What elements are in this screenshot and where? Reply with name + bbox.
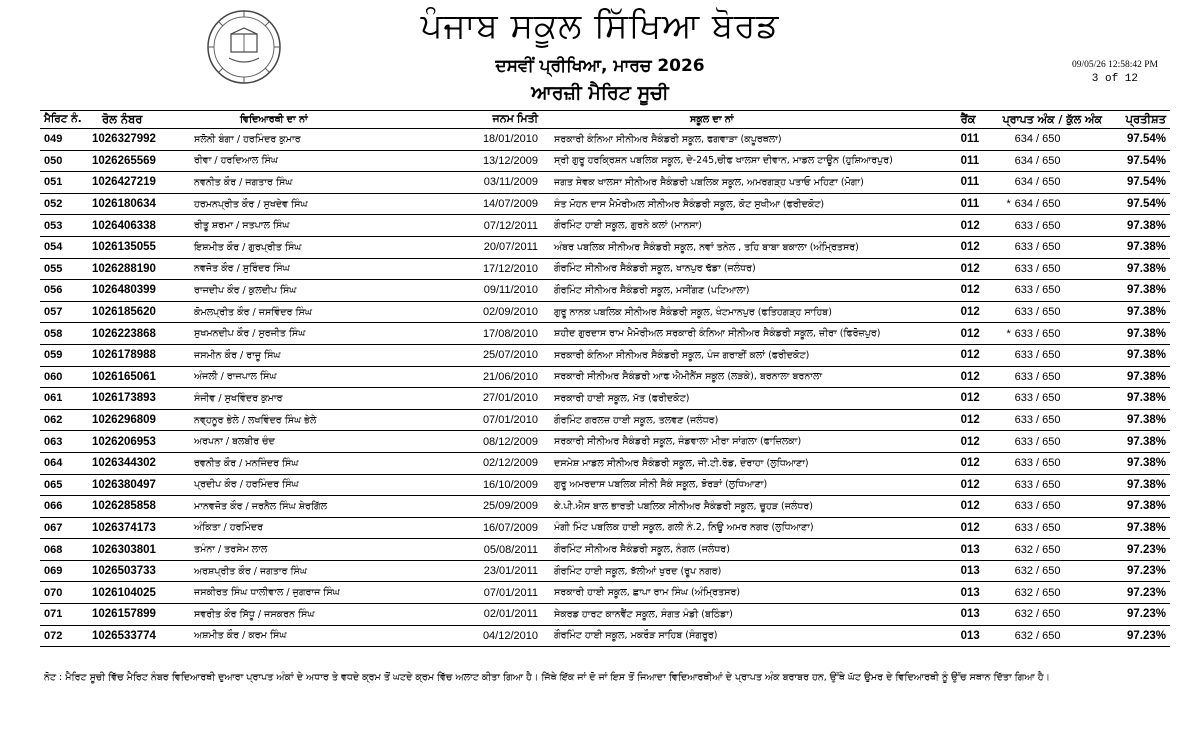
- roll-number-cell: 1026288190: [88, 258, 190, 280]
- school-name-cell: ਸਰਕਾਰੀ ਕੰਨਿਆ ਸੀਨੀਅਰ ਸੈਕੰਡਰੀ ਸਕੂਲ, ਪੰਜ ਗਰਾਈਂ ਕਲਾਂ (ਫਰੀਦਕੋਟ): [550, 344, 957, 366]
- table-row: [40, 560, 1170, 582]
- marks-value: 633 / 650: [1014, 521, 1061, 534]
- merit-cell: 071: [40, 604, 88, 626]
- dob-cell: 07/12/2011: [474, 215, 550, 237]
- marks-value: 634 / 650: [1014, 154, 1061, 167]
- dob-cell: 07/01/2011: [474, 582, 550, 604]
- marks-cell: [999, 301, 1106, 323]
- roll-number-cell: 1026374173: [88, 517, 190, 539]
- school-name-cell: ਗੌਰਮਿੰਟ ਸੀਨੀਅਰ ਸੈਕੰਡਰੀ ਸਕੂਲ, ਨੰਗਲ (ਜਲੰਧਰ): [550, 539, 957, 561]
- marks-value: 633 / 650: [1014, 370, 1061, 383]
- table-row: [40, 236, 1170, 258]
- table-row: [40, 452, 1170, 474]
- student-name-cell: ਅਰਪਨਾ / ਬਲਬੀਰ ਚੰਦ: [190, 431, 474, 453]
- rank-cell: 012: [957, 301, 999, 323]
- dob-cell: 08/12/2009: [474, 431, 550, 453]
- marks-value: 633 / 650: [1014, 327, 1061, 340]
- rank-cell: 012: [957, 366, 999, 388]
- roll-number-cell: 1026503733: [88, 560, 190, 582]
- rank-cell: 012: [957, 236, 999, 258]
- merit-cell: 054: [40, 236, 88, 258]
- rank-cell: 011: [957, 172, 999, 194]
- student-name-cell: ਰੀਵਾ / ਹਰਦਿਆਲ ਸਿੰਘ: [190, 150, 474, 172]
- roll-number-cell: 1026173893: [88, 388, 190, 410]
- roll-number-cell: 1026285858: [88, 496, 190, 518]
- marks-value: 633 / 650: [1014, 219, 1061, 232]
- marks-value: 633 / 650: [1014, 435, 1061, 448]
- roll-number-cell: 1026406338: [88, 215, 190, 237]
- roll-number-cell: 1026135055: [88, 236, 190, 258]
- rank-cell: 012: [957, 474, 999, 496]
- student-name-cell: ਤਮੰਨਾ / ਤਰਸੇਮ ਲਾਲ: [190, 539, 474, 561]
- table-row: [40, 625, 1170, 647]
- marks-cell: [999, 517, 1106, 539]
- marks-cell: [999, 452, 1106, 474]
- dob-cell: 17/08/2010: [474, 323, 550, 345]
- print-timestamp: 09/05/26 12:58:42 PM: [1071, 60, 1158, 70]
- rank-cell: 013: [957, 604, 999, 626]
- marks-value: 632 / 650: [1014, 543, 1061, 556]
- page-indicator: 3 of 12: [1091, 73, 1138, 85]
- footnote: ਨੋਟ : ਮੈਰਿਟ ਸੂਚੀ ਵਿੱਚ ਮੈਰਿਟ ਨੰਬਰ ਵਿਦਿਆਰਥੀ ਦੁਆਰਾ ਪ੍ਰਾਪਤ ਅੰਕਾਂ ਦੇ ਅਧਾਰ ਤੇ ਵਧਦੇ ਕ੍ਰਮ ਤੋਂ ਘਟਦੇ ਕ੍ਰਮ ਵਿੱਚ ਅਲਾਟ ਕੀਤਾ ਗਿਆ ਹੈ। ਜਿੱਥੇ ਇੱਕ ਜਾਂ ਦੋ ਜਾਂ ਇਸ ਤੋਂ ਜਿਆਦਾ ਵਿਦਿਆਰਥੀਆਂ ਦੇ ਪ੍ਰਾਪਤ ਅੰਕ ਬਰਾਬਰ ਹਨ, ਉੱਥੇ ਘੱਟ ਉਮਰ ਦੇ ਵਿਦਿਆਰਥੀ ਨੂੰ ਉੱਚ ਸਥਾਨ ਦਿੱਤਾ ਗਿਆ ਹੈ।: [44, 672, 1050, 683]
- roll-number-cell: 1026296809: [88, 409, 190, 431]
- percentage-cell: 97.54%: [1106, 129, 1170, 151]
- col-merit-header: ਮੈਰਿਟ ਨੰ.: [40, 111, 88, 129]
- merit-cell: 068: [40, 539, 88, 561]
- percentage-cell: 97.54%: [1106, 193, 1170, 215]
- student-name-cell: ਅਸ਼ਮੀਤ ਕੌਰ / ਕਰਮ ਸਿੰਘ: [190, 625, 474, 647]
- percentage-cell: 97.38%: [1106, 474, 1170, 496]
- merit-cell: 069: [40, 560, 88, 582]
- marks-value: 633 / 650: [1014, 349, 1061, 362]
- student-name-cell: ਰਵਨੀਤ ਕੌਰ / ਮਨਜਿੰਦਰ ਸਿੰਘ: [190, 452, 474, 474]
- dob-cell: 14/07/2009: [474, 193, 550, 215]
- dob-cell: 04/12/2010: [474, 625, 550, 647]
- roll-number-cell: 1026185620: [88, 301, 190, 323]
- rank-cell: 012: [957, 452, 999, 474]
- percentage-cell: 97.38%: [1106, 517, 1170, 539]
- marks-cell: [999, 582, 1106, 604]
- dob-cell: 07/01/2010: [474, 409, 550, 431]
- school-name-cell: ਸਰਕਾਰੀ ਸੀਨੀਅਰ ਸੈਕੰਡਰੀ ਆਫ ਐਮੀਨੈਂਸ ਸਕੂਲ (ਲੜਕੇ), ਬਰਨਾਲਾ ਬਰਨਾਲਾ: [550, 366, 957, 388]
- table-row: [40, 258, 1170, 280]
- percentage-cell: 97.38%: [1106, 236, 1170, 258]
- table-row: [40, 474, 1170, 496]
- student-name-cell: ਸੰਜੀਵ / ਸੁਖਵਿੰਦਰ ਕੁਮਾਰ: [190, 388, 474, 410]
- percentage-cell: 97.38%: [1106, 301, 1170, 323]
- roll-number-cell: 1026427219: [88, 172, 190, 194]
- merit-cell: 050: [40, 150, 88, 172]
- student-name-cell: ਸਲੋਨੀ ਬੰਗਾ / ਹਰਮਿੰਦਰ ਕੁਮਾਰ: [190, 129, 474, 151]
- percentage-cell: 97.23%: [1106, 604, 1170, 626]
- student-name-cell: ਸੁਖਮਨਦੀਪ ਕੌਰ / ਸੁਰਜੀਤ ਸਿੰਘ: [190, 323, 474, 345]
- merit-cell: 070: [40, 582, 88, 604]
- school-name-cell: ਸੰਤ ਮੋਹਨ ਦਾਸ ਮੈਮੋਰੀਅਲ ਸੀਨੀਅਰ ਸੈਕੰਡਰੀ ਸਕੂਲ, ਕੋਟ ਸੁਖੀਆ (ਫਰੀਦਕੋਟ): [550, 193, 957, 215]
- rank-cell: 012: [957, 280, 999, 302]
- col-roll-header: ਰੋਲ ਨੰਬਰ: [88, 111, 190, 129]
- student-name-cell: ਜਸਮੀਨ ਕੌਰ / ਰਾਜੂ ਸਿੰਘ: [190, 344, 474, 366]
- roll-number-cell: 1026180634: [88, 193, 190, 215]
- marks-cell: [999, 539, 1106, 561]
- table-row: [40, 388, 1170, 410]
- rank-cell: 011: [957, 129, 999, 151]
- table-row: [40, 582, 1170, 604]
- marks-cell: [999, 604, 1106, 626]
- percentage-cell: 97.38%: [1106, 215, 1170, 237]
- rank-cell: 012: [957, 258, 999, 280]
- table-row: [40, 496, 1170, 518]
- merit-cell: 060: [40, 366, 88, 388]
- student-name-cell: ਪ੍ਰਦੀਪ ਕੌਰ / ਹਰਮਿੰਦਰ ਸਿੰਘ: [190, 474, 474, 496]
- table-row: [40, 409, 1170, 431]
- dob-cell: 21/06/2010: [474, 366, 550, 388]
- school-name-cell: ਕੇ.ਪੀ.ਐਸ ਬਾਲ ਭਾਰਤੀ ਪਬਲਿਕ ਸੀਨੀਅਰ ਸੈਕੰਡਰੀ ਸਕੂਲ, ਚੂਹੜ (ਜਲੰਧਰ): [550, 496, 957, 518]
- school-name-cell: ਸੇਕਰਡ ਹਾਰਟ ਕਾਨਵੈਂਟ ਸਕੂਲ, ਸੰਗਤ ਮੰਡੀ (ਬਠਿੰਡਾ): [550, 604, 957, 626]
- tie-star-marker: *: [1006, 198, 1011, 211]
- school-name-cell: ਗੌਰਮਿੰਟ ਸੀਨੀਅਰ ਸੈਕੰਡਰੀ ਸਕੂਲ, ਖਾਨਪੁਰ ਢੱਡਾ (ਜਲੰਧਰ): [550, 258, 957, 280]
- marks-value: 634 / 650: [1014, 133, 1061, 146]
- school-name-cell: ਗੁਰੂ ਨਾਨਕ ਪਬਲਿਕ ਸੀਨੀਅਰ ਸੈਕੰਡਰੀ ਸਕੂਲ, ਖੰਟਮਾਨਪੁਰ (ਫਤਿਹਗੜ੍ਹ ਸਾਹਿਬ): [550, 301, 957, 323]
- marks-cell: [999, 215, 1106, 237]
- student-name-cell: ਕੋਮਲਪ੍ਰੀਤ ਕੌਰ / ਜਸਵਿੰਦਰ ਸਿੰਘ: [190, 301, 474, 323]
- merit-list-title: ਆਰਜ਼ੀ ਮੈਰਿਟ ਸੂਚੀ: [531, 82, 669, 104]
- col-pct-header: ਪ੍ਰਤੀਸ਼ਤ: [1106, 111, 1170, 129]
- table-row: [40, 431, 1170, 453]
- student-name-cell: ਅੰਜਲੀ / ਰਾਜਪਾਲ ਸਿੰਘ: [190, 366, 474, 388]
- rank-cell: 012: [957, 496, 999, 518]
- percentage-cell: 97.38%: [1106, 280, 1170, 302]
- table-row: [40, 150, 1170, 172]
- student-name-cell: ਇਸ਼ਮੀਤ ਕੌਰ / ਗੁਰਪ੍ਰੀਤ ਸਿੰਘ: [190, 236, 474, 258]
- percentage-cell: 97.38%: [1106, 431, 1170, 453]
- marks-cell: [999, 344, 1106, 366]
- merit-cell: 056: [40, 280, 88, 302]
- merit-cell: 062: [40, 409, 88, 431]
- marks-value: 633 / 650: [1014, 414, 1061, 427]
- marks-cell: [999, 129, 1106, 151]
- percentage-cell: 97.38%: [1106, 409, 1170, 431]
- percentage-cell: 97.38%: [1106, 496, 1170, 518]
- school-name-cell: ਸ੍ਰੀ ਗੁਰੂ ਹਰਕ੍ਰਿਸ਼ਨ ਪਬਲਿਕ ਸਕੂਲ, ਦੇ-245,ਚੀਫ ਖਾਲਸਾ ਦੀਵਾਨ, ਮਾਡਲ ਟਾਊਨ (ਹੁਸ਼ਿਆਰਪੁਰ): [550, 150, 957, 172]
- dob-cell: 20/07/2011: [474, 236, 550, 258]
- marks-cell: [999, 431, 1106, 453]
- school-name-cell: ਗੌਰਮਿੰਟ ਹਾਈ ਸਕੂਲ, ਗੁਰਨੇ ਕਲਾਂ (ਮਾਨਸਾ): [550, 215, 957, 237]
- col-school-header: ਸਕੂਲ ਦਾ ਨਾਂ: [550, 111, 957, 129]
- marks-cell: [999, 560, 1106, 582]
- merit-cell: 053: [40, 215, 88, 237]
- table-row: [40, 301, 1170, 323]
- merit-table: [40, 110, 1170, 647]
- table-row: [40, 517, 1170, 539]
- marks-value: 633 / 650: [1014, 457, 1061, 470]
- school-name-cell: ਗੁਰੂ ਅਮਰਦਾਸ ਪਬਲਿਕ ਸੀਨੀ ਸੈਕੰ ਸਕੂਲ, ਝੋਰੜਾਂ (ਲੁਧਿਆਣਾ): [550, 474, 957, 496]
- roll-number-cell: 1026223868: [88, 323, 190, 345]
- merit-cell: 052: [40, 193, 88, 215]
- merit-cell: 061: [40, 388, 88, 410]
- marks-value: 633 / 650: [1014, 500, 1061, 513]
- rank-cell: 012: [957, 323, 999, 345]
- percentage-cell: 97.38%: [1106, 388, 1170, 410]
- col-marks-header: ਪ੍ਰਾਪਤ ਅੰਕ / ਕੁੱਲ ਅੰਕ: [999, 111, 1106, 129]
- table-row: [40, 129, 1170, 151]
- rank-cell: 011: [957, 150, 999, 172]
- marks-value: 633 / 650: [1014, 241, 1061, 254]
- col-rank-header: ਰੈਂਕ: [957, 111, 999, 129]
- marks-cell: [999, 366, 1106, 388]
- rank-cell: 012: [957, 431, 999, 453]
- marks-value: 634 / 650: [1014, 198, 1061, 211]
- marks-value: 633 / 650: [1014, 284, 1061, 297]
- roll-number-cell: 1026104025: [88, 582, 190, 604]
- roll-number-cell: 1026206953: [88, 431, 190, 453]
- percentage-cell: 97.54%: [1106, 172, 1170, 194]
- school-name-cell: ਗੌਰਮਿੰਟ ਹਾਈ ਸਕੂਲ, ਝੱਲੀਆਂ ਖੁਰਦ (ਰੂਪ ਨਗਰ): [550, 560, 957, 582]
- marks-value: 632 / 650: [1014, 629, 1061, 642]
- student-name-cell: ਰਾਜਦੀਪ ਕੌਰ / ਕੁਲਦੀਪ ਸਿੰਘ: [190, 280, 474, 302]
- dob-cell: 25/07/2010: [474, 344, 550, 366]
- merit-cell: 072: [40, 625, 88, 647]
- rank-cell: 012: [957, 344, 999, 366]
- dob-cell: 16/10/2009: [474, 474, 550, 496]
- roll-number-cell: 1026265569: [88, 150, 190, 172]
- school-name-cell: ਗੌਰਮਿੰਟ ਗਰਲਜ਼ ਹਾਈ ਸਕੂਲ, ਤਲਵਣ (ਜਲੰਧਰ): [550, 409, 957, 431]
- student-name-cell: ਅਰਸ਼ਪ੍ਰੀਤ ਕੌਰ / ਜਗਤਾਰ ਸਿੰਘ: [190, 560, 474, 582]
- rank-cell: 013: [957, 625, 999, 647]
- dob-cell: 27/01/2010: [474, 388, 550, 410]
- marks-cell: [999, 258, 1106, 280]
- roll-number-cell: 1026533774: [88, 625, 190, 647]
- dob-cell: 02/01/2011: [474, 604, 550, 626]
- percentage-cell: 97.23%: [1106, 539, 1170, 561]
- marks-cell: [999, 474, 1106, 496]
- col-dob-header: ਜਨਮ ਮਿਤੀ: [474, 111, 550, 129]
- student-name-cell: ਸਵਰੀਤ ਕੌਰ ਸਿੱਧੂ / ਜਸਕਰਨ ਸਿੰਘ: [190, 604, 474, 626]
- percentage-cell: 97.23%: [1106, 582, 1170, 604]
- rank-cell: 013: [957, 560, 999, 582]
- student-name-cell: ਰੀਤੂ ਸ਼ਰਮਾ / ਸਤਪਾਲ ਸਿੰਘ: [190, 215, 474, 237]
- roll-number-cell: 1026178988: [88, 344, 190, 366]
- col-name-header: ਵਿਦਿਆਰਥੀ ਦਾ ਨਾਂ: [190, 111, 474, 129]
- dob-cell: 25/09/2009: [474, 496, 550, 518]
- dob-cell: 23/01/2011: [474, 560, 550, 582]
- marks-cell: [999, 172, 1106, 194]
- merit-cell: 057: [40, 301, 88, 323]
- percentage-cell: 97.38%: [1106, 452, 1170, 474]
- rank-cell: 012: [957, 388, 999, 410]
- student-name-cell: ਮਾਨਵਜੋਤ ਕੌਰ / ਜਰਨੈਲ ਸਿੰਘ ਸ਼ੇਰਗਿੱਲ: [190, 496, 474, 518]
- merit-cell: 051: [40, 172, 88, 194]
- school-name-cell: ਅੰਬਰ ਪਬਲਿਕ ਸੀਨੀਅਰ ਸੈਕੰਡਰੀ ਸਕੂਲ, ਨਵਾਂ ਤਨੇਲ , ਤਹਿ ਬਾਬਾ ਬਕਾਲਾ (ਅੰਮ੍ਰਿਤਸਰ): [550, 236, 957, 258]
- roll-number-cell: 1026344302: [88, 452, 190, 474]
- dob-cell: 05/08/2011: [474, 539, 550, 561]
- percentage-cell: 97.38%: [1106, 344, 1170, 366]
- board-title: ਪੰਜਾਬ ਸਕੂਲ ਸਿੱਖਿਆ ਬੋਰਡ: [420, 6, 780, 46]
- percentage-cell: 97.23%: [1106, 560, 1170, 582]
- marks-value: 633 / 650: [1014, 392, 1061, 405]
- school-name-cell: ਦਸਮੇਸ਼ ਮਾਡਲ ਸੀਨੀਅਰ ਸੈਕੰਡਰੀ ਸਕੂਲ, ਜੀ.ਟੀ.ਰੋਡ, ਦੋਰਾਹਾ (ਲੁਧਿਆਣਾ): [550, 452, 957, 474]
- marks-cell: [999, 323, 1106, 345]
- roll-number-cell: 1026165061: [88, 366, 190, 388]
- table-row: [40, 344, 1170, 366]
- marks-cell: [999, 280, 1106, 302]
- percentage-cell: 97.54%: [1106, 150, 1170, 172]
- roll-number-cell: 1026380497: [88, 474, 190, 496]
- dob-cell: 03/11/2009: [474, 172, 550, 194]
- marks-value: 632 / 650: [1014, 565, 1061, 578]
- marks-value: 633 / 650: [1014, 306, 1061, 319]
- marks-cell: [999, 625, 1106, 647]
- school-name-cell: ਗੌਰਮਿੰਟ ਹਾਈ ਸਕੂਲ, ਮਕਰੌੜ ਸਾਹਿਬ (ਸੰਗਰੂਰ): [550, 625, 957, 647]
- marks-cell: [999, 193, 1106, 215]
- student-name-cell: ਨਵਨੀਤ ਕੌਰ / ਜਗਤਾਰ ਸਿੰਘ: [190, 172, 474, 194]
- table-row: [40, 604, 1170, 626]
- table-row: [40, 366, 1170, 388]
- school-name-cell: ਮੰਗੀ ਮਿੰਟ ਪਬਲਿਕ ਹਾਈ ਸਕੂਲ, ਗਲੀ ਨੰ.2, ਨਿਊ ਅਮਰ ਨਗਰ (ਲੁਧਿਆਣਾ): [550, 517, 957, 539]
- roll-number-cell: 1026480399: [88, 280, 190, 302]
- table-row: [40, 172, 1170, 194]
- marks-value: 632 / 650: [1014, 608, 1061, 621]
- dob-cell: 02/12/2009: [474, 452, 550, 474]
- roll-number-cell: 1026327992: [88, 129, 190, 151]
- merit-cell: 067: [40, 517, 88, 539]
- dob-cell: 02/09/2010: [474, 301, 550, 323]
- dob-cell: 09/11/2010: [474, 280, 550, 302]
- marks-cell: [999, 388, 1106, 410]
- student-name-cell: ਅੰਕਿਤਾ / ਹਰਮਿੰਦਰ: [190, 517, 474, 539]
- merit-cell: 055: [40, 258, 88, 280]
- school-name-cell: ਸਰਕਾਰੀ ਕੰਨਿਆ ਸੀਨੀਅਰ ਸੈਕੰਡਰੀ ਸਕੂਲ, ਫਗਵਾੜਾ (ਕਪੂਰਥਲਾ): [550, 129, 957, 151]
- table-row: [40, 215, 1170, 237]
- tie-star-marker: *: [1006, 327, 1011, 340]
- percentage-cell: 97.38%: [1106, 366, 1170, 388]
- school-name-cell: ਸਰਕਾਰੀ ਸੀਨੀਅਰ ਸੈਕੰਡਰੀ ਸਕੂਲ, ਜੰਡਵਾਲਾ ਮੀਰਾ ਸਾਂਗਲਾ (ਫਾਜ਼ਿਲਕਾ): [550, 431, 957, 453]
- school-name-cell: ਸਰਕਾਰੀ ਹਾਈ ਸਕੂਲ, ਛਾਪਾ ਰਾਮ ਸਿੰਘ (ਅੰਮ੍ਰਿਤਸਰ): [550, 582, 957, 604]
- marks-cell: [999, 496, 1106, 518]
- rank-cell: 011: [957, 193, 999, 215]
- table-row: [40, 323, 1170, 345]
- student-name-cell: ਜਸਕੀਰਤ ਸਿੰਘ ਧਾਲੀਵਾਲ / ਜੁਗਰਾਜ ਸਿੰਘ: [190, 582, 474, 604]
- marks-value: 634 / 650: [1014, 176, 1061, 189]
- rank-cell: 012: [957, 517, 999, 539]
- merit-cell: 058: [40, 323, 88, 345]
- rank-cell: 012: [957, 409, 999, 431]
- table-row: [40, 280, 1170, 302]
- marks-cell: [999, 150, 1106, 172]
- student-name-cell: ਨਵਜੋਤ ਕੌਰ / ਸੁਰਿੰਦਰ ਸਿੰਘ: [190, 258, 474, 280]
- rank-cell: 013: [957, 539, 999, 561]
- student-name-cell: ਨਵ੍ਹਨੂਰ ਭੇਲੇ / ਲਖਵਿੰਦਰ ਸਿੰਘ ਭੇਲੇ: [190, 409, 474, 431]
- school-name-cell: ਸਰਕਾਰੀ ਹਾਈ ਸਕੂਲ, ਮੱਤ (ਫਰੀਦਕੋਟ): [550, 388, 957, 410]
- merit-cell: 049: [40, 129, 88, 151]
- school-name-cell: ਸ਼ਹੀਦ ਗੁਰਦਾਸ ਰਾਮ ਮੈਮੋਰੀਅਲ ਸਰਕਾਰੀ ਕੰਨਿਆ ਸੀਨੀਅਰ ਸੈਕੰਡਰੀ ਸਕੂਲ, ਜ਼ੀਰਾ (ਫਿਰੋਜ਼ਪੁਰ): [550, 323, 957, 345]
- marks-cell: [999, 409, 1106, 431]
- table-row: [40, 539, 1170, 561]
- percentage-cell: 97.23%: [1106, 625, 1170, 647]
- marks-value: 633 / 650: [1014, 262, 1061, 275]
- merit-cell: 059: [40, 344, 88, 366]
- table-header-row: [40, 111, 1170, 129]
- merit-cell: 063: [40, 431, 88, 453]
- marks-cell: [999, 236, 1106, 258]
- dob-cell: 16/07/2009: [474, 517, 550, 539]
- school-name-cell: ਜਗਤ ਸੇਵਕ ਖਾਲਸਾ ਸੀਨੀਅਰ ਸੈਕੰਡਰੀ ਪਬਲਿਕ ਸਕੂਲ, ਅਮਰਗੜ੍ਹ ਪਤਾਓ ਮਹਿਣਾ (ਮੋਗਾ): [550, 172, 957, 194]
- exam-title: ਦਸਵੀਂ ਪ੍ਰੀਖਿਆ, ਮਾਰਚ 2026: [495, 56, 705, 76]
- merit-cell: 065: [40, 474, 88, 496]
- student-name-cell: ਹਰਮਨਪ੍ਰੀਤ ਕੌਰ / ਸੁਖਦੇਵ ਸਿੰਘ: [190, 193, 474, 215]
- merit-cell: 064: [40, 452, 88, 474]
- dob-cell: 17/12/2010: [474, 258, 550, 280]
- dob-cell: 13/12/2009: [474, 150, 550, 172]
- percentage-cell: 97.38%: [1106, 258, 1170, 280]
- rank-cell: 012: [957, 215, 999, 237]
- roll-number-cell: 1026303801: [88, 539, 190, 561]
- marks-value: 632 / 650: [1014, 586, 1061, 599]
- marks-value: 633 / 650: [1014, 478, 1061, 491]
- rank-cell: 013: [957, 582, 999, 604]
- roll-number-cell: 1026157899: [88, 604, 190, 626]
- table-row: [40, 193, 1170, 215]
- school-name-cell: ਗੌਰਮਿੰਟ ਸੀਨੀਅਰ ਸੈਕੰਡਰੀ ਸਕੂਲ, ਮਸੀਂਗਣ (ਪਟਿਆਲਾ): [550, 280, 957, 302]
- percentage-cell: 97.38%: [1106, 323, 1170, 345]
- dob-cell: 18/01/2010: [474, 129, 550, 151]
- merit-cell: 066: [40, 496, 88, 518]
